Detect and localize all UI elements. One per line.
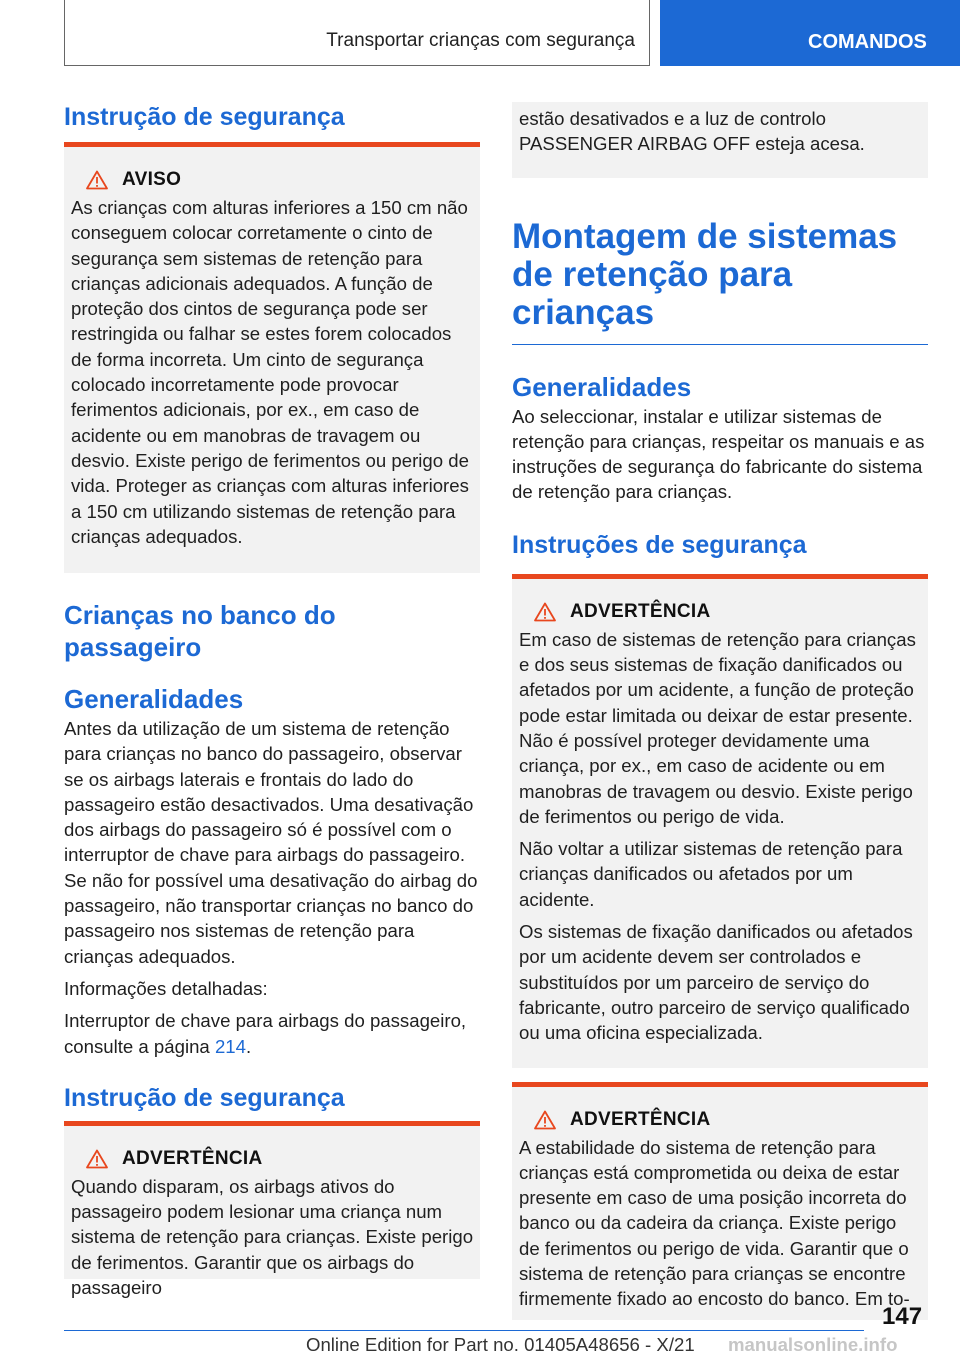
footer-rule <box>64 1330 864 1331</box>
warning-box-aviso <box>64 142 480 573</box>
header-chapter-label: COMANDOS <box>808 31 927 53</box>
warning-text-3: Os sistemas de fixação danificados ou afetados por um acidente devem ser controlados e substituídos por um parceiro de serviço do fabricante, outro parceiro de serviço qualificado ou uma oficina especializada. <box>519 921 913 1044</box>
heading-safety-instruction: Instrução de segurança <box>64 103 345 131</box>
warning-box-advertencia-2 <box>512 1082 928 1320</box>
heading-general: Generalidades <box>512 371 692 402</box>
warning-text-1: Em caso de sistemas de retenção para crianças e dos seus sistemas de fixação danificados ou afetados por um acidente, a função de proteção pode estar limitada ou deixar de estar presente. Não é possível proteger devidamente uma criança, por ex., em caso de acidente ou em manobras de travagem ou desvio. Existe perigo de ferimentos ou perigo de vida. <box>519 628 916 827</box>
paragraph-details-label: Informações detalhadas: <box>64 977 268 999</box>
warning-triangle-icon <box>86 170 108 190</box>
heading-children-passenger-seat: Crianças no banco do passageiro <box>64 600 336 662</box>
warning-triangle-icon <box>534 1110 556 1130</box>
warning-triangle-icon <box>534 602 556 622</box>
footer-edition: Online Edition for Part no. 01405A48656 - X/21 <box>306 1334 695 1355</box>
warning-title: ADVERTÊNCIA <box>570 1108 711 1130</box>
warning-title: ADVERTÊNCIA <box>122 1147 263 1169</box>
reference-end: . <box>245 1035 252 1057</box>
heading-general: Generalidades <box>64 684 244 714</box>
warning-header <box>519 1107 922 1133</box>
warning-triangle-icon <box>86 1149 108 1169</box>
header-section-box <box>64 0 650 66</box>
left-column <box>64 102 480 1299</box>
paragraph-general: Antes da utilização de um sistema de retenção para crianças no banco do passageiro, observar se os airbags laterais e frontais do lado do passageiro estão desactivados. Uma desativação dos airbags do passageiro só é possível com o interruptor de chave para airbags do passageiro. Se não for possível uma desativação do airbag do passageiro, não transportar crianças no banco do passageiro nos sistemas de retenção para crianças adequados. <box>64 718 478 967</box>
warning-title: ADVERTÊNCIA <box>570 600 711 622</box>
warning-header <box>71 1146 474 1172</box>
paragraph-general: Ao seleccionar, instalar e utilizar sistemas de retenção para crianças, respeitar os manuais e as instruções de segurança do fabricante do sistema de retenção para crianças. <box>512 405 925 503</box>
right-column <box>512 102 928 1320</box>
paragraph-reference <box>64 1008 480 1059</box>
warning-title: AVISO <box>122 169 182 190</box>
warning-header <box>71 167 474 193</box>
warning-text: As crianças com alturas inferiores a 150 cm não conseguem colocar corretamente o cinto de segurança sem sistemas de retenção para crianças adicionais adequados. A função de proteção dos cintos de segurança pode ser restringida ou falhar se estes forem colocados de forma incorreta. Um cinto de segurança colocado incorretamente pode provocar ferimentos adicionais, por ex., em caso de acidente ou em manobras de travagem ou desvio. Existe perigo de ferimentos ou perigo de vida. Proteger as crianças com alturas inferiores a 150 cm utilizando sistemas de retenção para crianças adequados. <box>71 197 469 547</box>
warning-header <box>519 599 922 625</box>
warning-text: A estabilidade do sistema de retenção para crianças está comprometida ou deixa de estar presente em caso de uma posição incorreta do banco ou da cadeira da criança. Existe perigo de ferimentos ou perigo de vida. Garantir que o sistema de retenção para crianças se encontre firmemente fixado ao encosto do banco. Em to- <box>519 1136 910 1310</box>
header-chapter-tab[interactable] <box>660 0 960 66</box>
heading-rule <box>512 344 928 345</box>
footer-site-watermark: manualsonline.info <box>728 1334 898 1355</box>
warning-text: Quando disparam, os airbags ativos do passageiro podem lesionar uma criança num sistema de retenção para crianças. Existe perigo de ferimentos. Garantir que os airbags do passageiro <box>71 1175 474 1299</box>
warning-text-2: Não voltar a utilizar sistemas de retenção para crianças danificados ou afetados por um acidente. <box>519 838 903 910</box>
warning-continuation-text: estão desativados e a luz de controlo PASSENGER AIRBAG OFF esteja acesa. <box>519 108 865 155</box>
page-number: 147 <box>882 1303 923 1330</box>
heading-safety-instructions: Instruções de segurança <box>512 530 807 559</box>
warning-box-advertencia-1 <box>512 574 928 1068</box>
reference-text: Interruptor de chave para airbags do passageiro, consulte a página <box>64 1010 467 1057</box>
header-section-title: Transportar crianças com segurança <box>326 30 635 51</box>
warning-box-advertencia <box>64 1121 480 1299</box>
page-reference-link[interactable]: 214 <box>214 1035 246 1057</box>
heading-safety-instruction-2: Instrução de segurança <box>64 1083 345 1112</box>
warning-continuation-box <box>512 102 928 178</box>
heading-mounting-child-seats: Montagem de sistemas de retenção para crianças <box>512 216 898 332</box>
